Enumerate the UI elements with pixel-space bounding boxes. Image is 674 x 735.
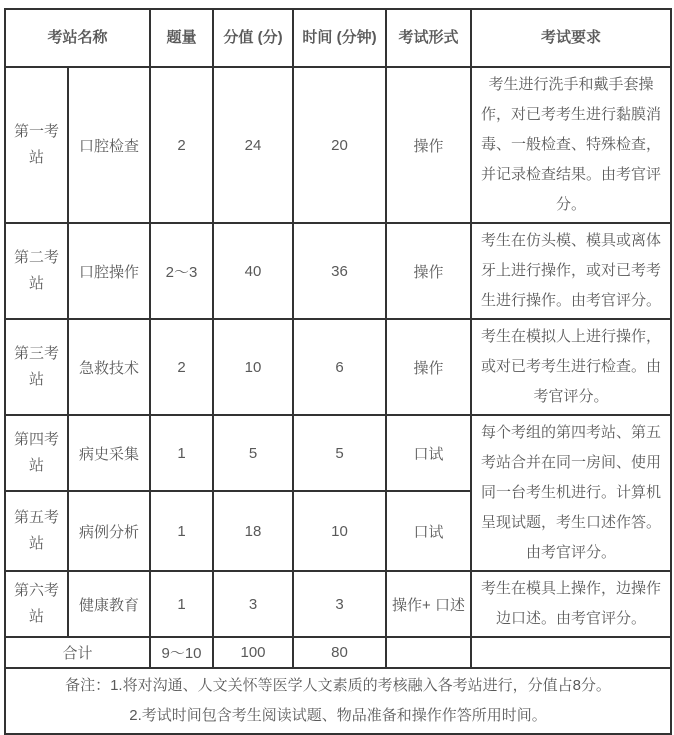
table-row-station-3	[5, 319, 671, 415]
station-cell: 第五考站	[5, 491, 68, 571]
total-req-cell	[471, 637, 671, 668]
time-cell: 10	[293, 491, 386, 571]
format-cell: 操作+ 口述	[386, 571, 471, 637]
station-cell: 第二考站	[5, 223, 68, 319]
format-cell: 口试	[386, 415, 471, 491]
requirements-cell-merged: 每个考组的第四考站、第五考站合并在同一房间、使用同一台考生机进行。计算机呈现试题，考生口述作答。由考官评分。	[471, 415, 671, 571]
score-cell: 18	[213, 491, 293, 571]
qty-cell: 2	[150, 319, 213, 415]
score-cell: 5	[213, 415, 293, 491]
total-format-cell	[386, 637, 471, 668]
score-cell: 24	[213, 67, 293, 223]
subject-cell: 病例分析	[68, 491, 150, 571]
header-row	[5, 9, 671, 67]
total-score-cell: 100	[213, 637, 293, 668]
station-cell: 第六考站	[5, 571, 68, 637]
table-row-station-2	[5, 223, 671, 319]
total-qty-cell: 9～10	[150, 637, 213, 668]
format-cell: 口试	[386, 491, 471, 571]
qty-cell: 1	[150, 415, 213, 491]
time-cell: 20	[293, 67, 386, 223]
requirements-cell: 考生进行洗手和戴手套操作，对已考考生进行黏膜消毒、一般检查、特殊检查，并记录检查结果。由考官评分。	[471, 67, 671, 223]
format-cell: 操作	[386, 67, 471, 223]
subject-cell: 健康教育	[68, 571, 150, 637]
header-score: 分值 (分)	[213, 9, 293, 67]
note-line-2: 2.考试时间包含考生阅读试题、物品准备和操作作答所用时间。	[129, 707, 547, 724]
time-cell: 3	[293, 571, 386, 637]
qty-cell: 1	[150, 571, 213, 637]
requirements-cell: 考生在仿头模、模具或离体牙上进行操作，或对已考考生进行操作。由考官评分。	[471, 223, 671, 319]
time-cell: 36	[293, 223, 386, 319]
score-cell: 3	[213, 571, 293, 637]
notes-cell	[5, 668, 671, 734]
format-cell: 操作	[386, 223, 471, 319]
requirements-cell: 考生在模拟人上进行操作，或对已考考生进行检查。由考官评分。	[471, 319, 671, 415]
score-cell: 10	[213, 319, 293, 415]
exam-stations-table	[4, 8, 672, 735]
qty-cell: 2	[150, 67, 213, 223]
qty-cell: 1	[150, 491, 213, 571]
note-line-1: 备注：1.将对沟通、人文关怀等医学人文素质的考核融入各考站进行，分值占8分。	[65, 677, 611, 694]
subject-cell: 口腔检查	[68, 67, 150, 223]
table-row-station-4	[5, 415, 671, 491]
total-label-cell: 合计	[5, 637, 150, 668]
subject-cell: 病史采集	[68, 415, 150, 491]
subject-cell: 急救技术	[68, 319, 150, 415]
time-cell: 5	[293, 415, 386, 491]
score-cell: 40	[213, 223, 293, 319]
header-time: 时间 (分钟)	[293, 9, 386, 67]
header-question-count: 题量	[150, 9, 213, 67]
qty-cell: 2～3	[150, 223, 213, 319]
notes-row	[5, 668, 671, 734]
total-row	[5, 637, 671, 668]
time-cell: 6	[293, 319, 386, 415]
subject-cell: 口腔操作	[68, 223, 150, 319]
header-format: 考试形式	[386, 9, 471, 67]
total-time-cell: 80	[293, 637, 386, 668]
format-cell: 操作	[386, 319, 471, 415]
header-requirements: 考试要求	[471, 9, 671, 67]
station-cell: 第一考站	[5, 67, 68, 223]
table-row-station-6	[5, 571, 671, 637]
station-cell: 第三考站	[5, 319, 68, 415]
table-row-station-1	[5, 67, 671, 223]
station-cell: 第四考站	[5, 415, 68, 491]
requirements-cell: 考生在模具上操作，边操作边口述。由考官评分。	[471, 571, 671, 637]
header-station-name: 考站名称	[5, 9, 150, 67]
